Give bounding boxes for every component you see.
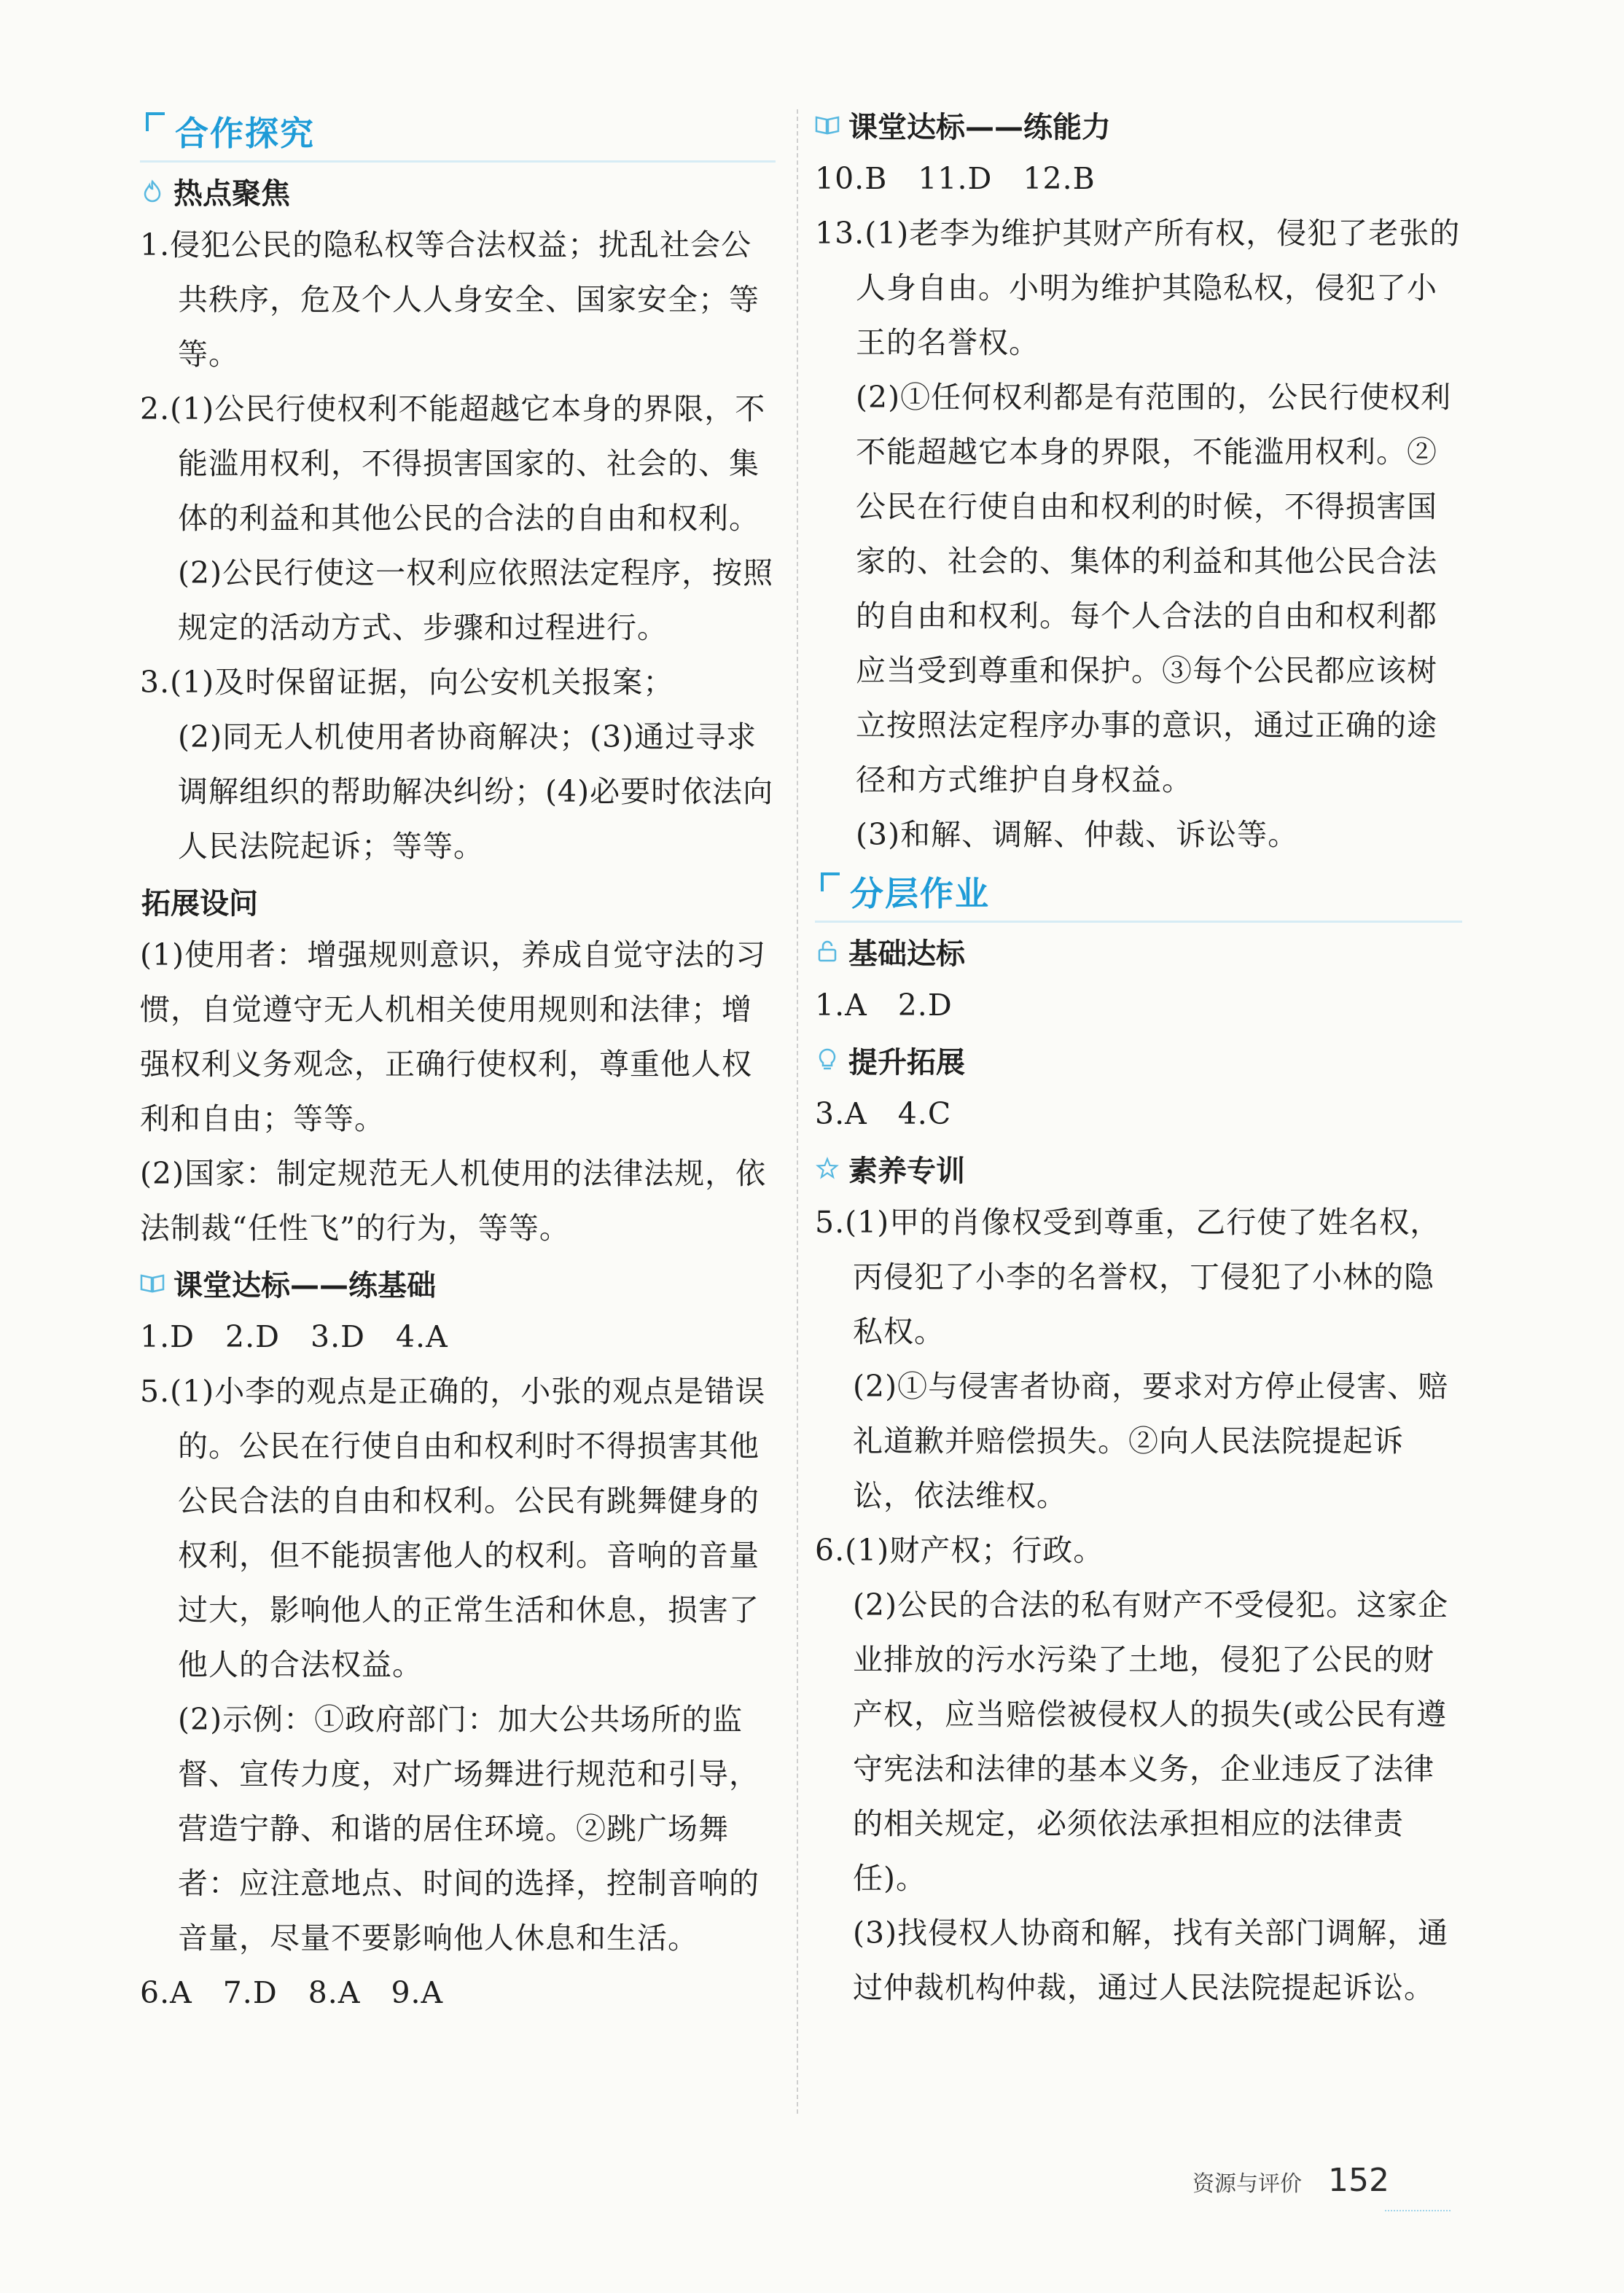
answer-item: (2)公民的合法的私有财产不受侵犯。这家企业排放的污水污染了土地，侵犯了公民的财产权，应当赔偿被侵权人的损失(或公民有遵守宪法和法律的基本义务，企业违反了法律的相关规定，必须依法承担相应的法律责任)。 [853, 1587, 1449, 1896]
subheading-class-basic: 课堂达标——练基础 [140, 1256, 776, 1310]
subheading-class-ability: 课堂达标——练能力 [815, 98, 1462, 152]
corner-bracket-icon [821, 872, 840, 891]
answer-item: (3)找侵权人协商和解，找有关部门调解，通过仲裁机构仲裁，通过人民法院提起诉讼。 [853, 1915, 1449, 2005]
answer-item: 5.(1)甲的肖像权受到尊重，乙行使了姓名权，丙侵犯了小李的名誉权，丁侵犯了小林的隐私权。 [815, 1205, 1441, 1349]
section-heading-layered-homework: 分层作业 [815, 862, 1462, 923]
answer-item: 13.(1)老李为维护其财产所有权，侵犯了老张的人身自由。小明为维护其隐私权，侵犯了小王的名誉权。 [815, 216, 1461, 360]
answer-item: 1.A 2.D [815, 988, 953, 1023]
footer-label: 资源与评价 [1192, 2171, 1302, 2197]
answer-item: 1.D 2.D 3.D 4.A [140, 1319, 448, 1354]
open-book-icon [815, 112, 840, 137]
subheading-literacy: 素养专训 [815, 1141, 1462, 1195]
answer-item: (2)同无人机使用者协商解决；(3)通过寻求调解组织的帮助解决纠纷；(4)必要时依法向人民法院起诉；等等。 [178, 719, 774, 864]
page-footer [1192, 2162, 1389, 2199]
page-number: 152 [1328, 2162, 1389, 2199]
answer-item: (2)示例：①政府部门：加大公共场所的监督、宣传力度，对广场舞进行规范和引导，营造宁静、和谐的居住环境。②跳广场舞者：应注意地点、时间的选择，控制音响的音量，尽量不要影响他人休息和生活。 [178, 1702, 760, 1956]
right-column [815, 98, 1462, 2015]
left-column [140, 102, 776, 2020]
corner-bracket-icon [146, 112, 165, 131]
open-book-icon [140, 1270, 165, 1295]
answer-item: (2)①与侵害者协商，要求对方停止侵害、赔礼道歉并赔偿损失。②向人民法院提起诉讼，依法维权。 [853, 1369, 1449, 1513]
answer-item: 3.A 4.C [815, 1096, 952, 1131]
answer-item: 3.(1)及时保留证据，向公安机关报案； [140, 665, 674, 700]
star-icon [815, 1156, 840, 1181]
subheading-improve: 提升拓展 [815, 1033, 1462, 1087]
lightbulb-icon [815, 1047, 840, 1072]
answer-item: 10.B 11.D 12.B [815, 161, 1096, 196]
answer-item: 6.A 7.D 8.A 9.A [140, 1975, 444, 2010]
answer-item: 5.(1)小李的观点是正确的，小张的观点是错误的。公民在行使自由和权利时不得损害其他公民合法的自由和权利。公民有跳舞健身的权利，但不能损害他人的权利。音响的音量过大，影响他人的正常生活和休息，损害了他人的合法权益。 [140, 1374, 766, 1682]
answer-item: (2)国家：制定规范无人机使用的法律法规，依法制裁“任性飞”的行为，等等。 [140, 1156, 767, 1246]
answer-item: (2)①任何权利都是有范围的，公民行使权利不能超越它本身的界限，不能滥用权利。②公民在行使自由和权利的时候，不得损害国家的、社会的、集体的利益和其他公民合法的自由和权利。每个人合法的自由和权利都应当受到尊重和保护。③每个公民都应该树立按照法定程序办事的意识，通过正确的途径和方式维护自身权益。 [856, 380, 1452, 797]
subheading-basic: 基础达标 [815, 924, 1462, 978]
answer-item: 6.(1)财产权；行政。 [815, 1533, 1104, 1568]
answer-item: (3)和解、调解、仲裁、诉讼等。 [856, 817, 1299, 852]
section-heading-cooperation: 合作探究 [140, 102, 776, 163]
answer-item: 1.侵犯公民的隐私权等合法权益；扰乱社会公共秩序，危及个人人身安全、国家安全；等等。 [140, 227, 760, 372]
flame-icon [140, 179, 165, 203]
column-divider [797, 109, 798, 2114]
footer-underline [1385, 2210, 1451, 2211]
answer-item: 2.(1)公民行使权利不能超越它本身的界限，不能滥用权利，不得损害国家的、社会的、集体的利益和其他公民的合法的自由和权利。(2)公民行使这一权利应依照法定程序，按照规定的活动方式、步骤和过程进行。 [140, 391, 774, 645]
lock-icon [815, 939, 840, 964]
answer-item: (1)使用者：增强规则意识，养成自觉守法的习惯，自觉遵守无人机相关使用规则和法律；增强权利义务观念，正确行使权利，尊重他人权利和自由；等等。 [140, 937, 767, 1136]
subheading-extend: 拓展设问 [141, 886, 258, 921]
subheading-hot-focus: 热点聚焦 [140, 164, 776, 218]
